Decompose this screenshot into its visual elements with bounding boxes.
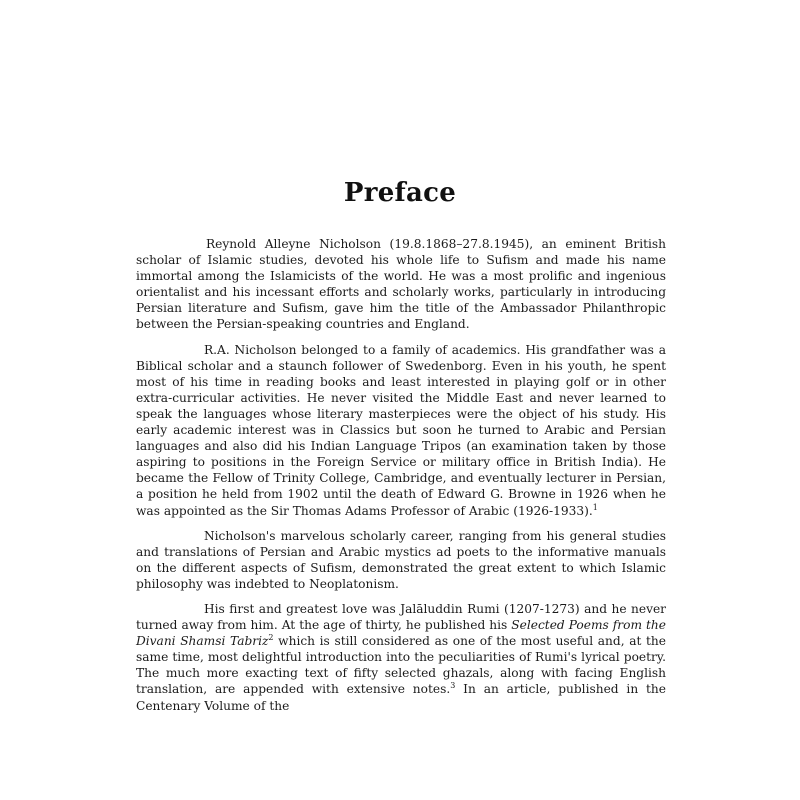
footnote-marker: 3 [450, 681, 456, 691]
body-text [136, 236, 666, 723]
footnote-marker: 1 [592, 502, 598, 512]
paragraph-1 [136, 236, 666, 333]
footnote-marker: 2 [268, 633, 274, 643]
paragraph-4-text-middle: which is still considered as one of the most useful and, at the same time, most delightful introduction into the peculiarities of Rumi's lyrical poetry. The much more exacting text of fifty selected ghazals, along with facing English translation, are appended with extensive notes. [136, 634, 666, 697]
page-title: Preface [343, 178, 457, 208]
book-title: Selected Poems from the Divani Shamsi Tabriz [136, 618, 666, 649]
paragraph-2 [136, 342, 666, 519]
paragraph-4-text-before: His first and greatest love was Jalāluddin Rumi (1207-1273) and he never turned away from him. At the age of thirty, he published his [136, 601, 666, 633]
paragraph-2-text: R.A. Nicholson belonged to a family of academics. His grandfather was a Biblical scholar and a staunch follower of Swedenborg. Even in his youth, he spent most of his time in reading books and least interested in playing golf or in other extra-curricular activities. He never visited the Middle East and never learned to speak the languages whose literary masterpieces were the object of his study. His early academic interest was in Classics but soon he turned to Arabic and Persian languages and also did his Indian Language Tripos (an examination taken by those aspiring to positions in the Foreign Service or military office in British India). He became the Fellow of Trinity College, Cambridge, and eventually lecturer in Persian, a position he held from 1902 until the death of Edward G. Browne in 1926 when he was appointed as the Sir Thomas Adams Professor of Arabic (1926-1933). [136, 342, 666, 518]
paragraph-1-text: Reynold Alleyne Nicholson (19.8.1868–27.8.1945), an eminent British scholar of Islamic studies, devoted his whole life to Sufism and made his name immortal among the Islamicists of the world. He was a most prolific and ingenious orientalist and his incessant efforts and scholarly works, particularly in introducing Persian literature and Sufism, gave him the title of the Ambassador Philanthropic between the Persian-speaking countries and England. [136, 237, 666, 332]
paragraph-3-text: Nicholson's marvelous scholarly career, ranging from his general studies and translations of Persian and Arabic mystics ad poets to the informative manuals on the different aspects of Sufism, demonstrated the great extent to which Islamic philosophy was indebted to Neoplatonism. [136, 528, 666, 591]
paragraph-4 [136, 601, 666, 714]
paragraph-4-text-after: In an article, published in the Centenary Volume of the [136, 682, 666, 713]
paragraph-3 [136, 528, 666, 592]
